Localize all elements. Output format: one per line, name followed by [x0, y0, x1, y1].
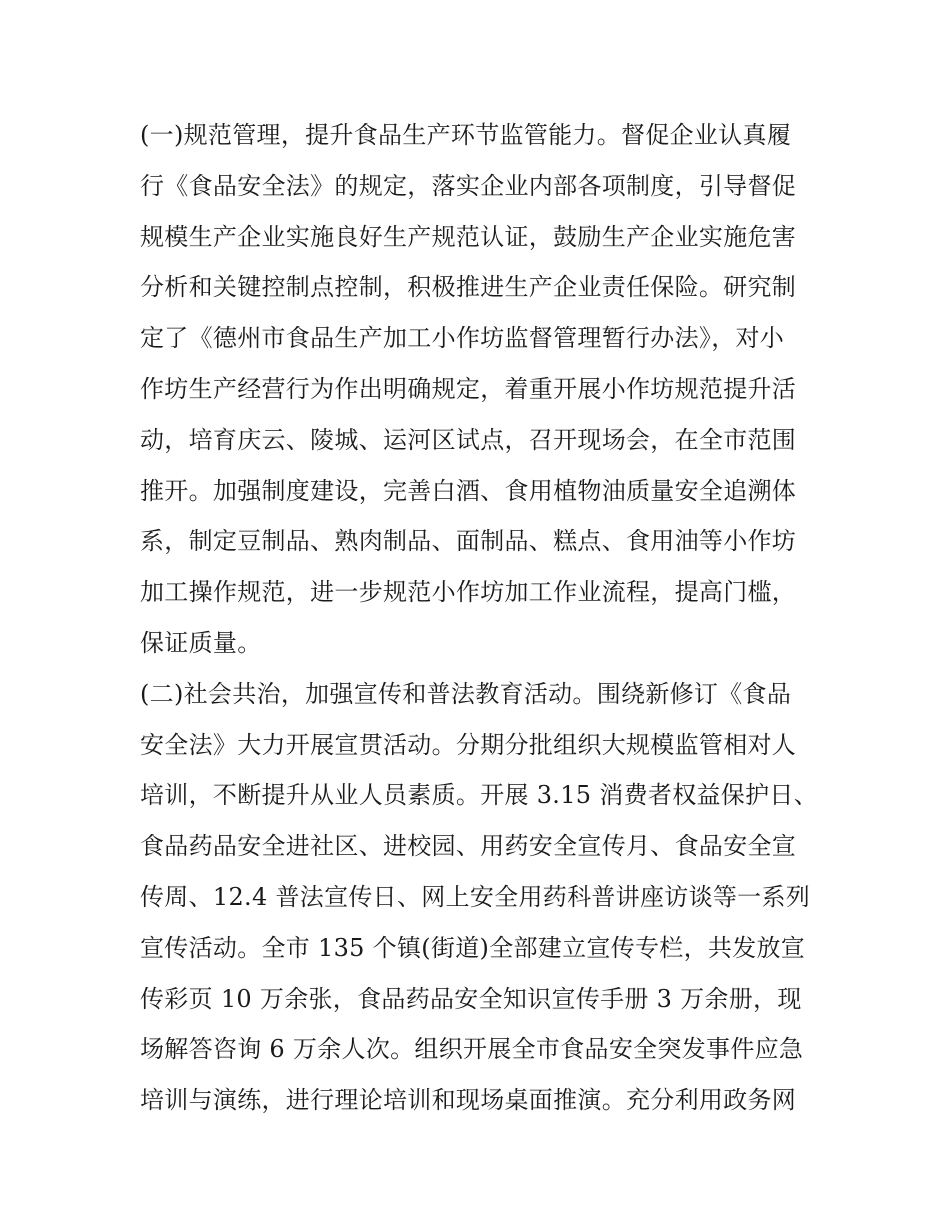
text-line: 动，培育庆云、陵城、运河区试点，召开现场会，在全市范围 — [140, 425, 797, 454]
text-line: 宣传活动。全市 135 个镇(街道)全部建立宣传专栏，共发放宣 — [140, 933, 806, 962]
text-line: 作坊生产经营行为作出明确规定，着重开展小作坊规范提升活 — [140, 374, 797, 403]
text-line: 保证质量。 — [140, 628, 262, 657]
text-line: 场解答咨询 6 万余人次。组织开展全市食品安全突发事件应急 — [140, 1035, 804, 1064]
text-line: 培训与演练，进行理论培训和现场桌面推演。充分利用政务网 — [140, 1086, 797, 1115]
text-line: 系，制定豆制品、熟肉制品、面制品、糕点、食用油等小作坊 — [140, 527, 797, 556]
text-line: 传彩页 10 万余张，食品药品安全知识宣传手册 3 万余册，现 — [140, 984, 802, 1013]
text-line: 培训，不断提升从业人员素质。开展 3.15 消费者权益保护日、 — [140, 781, 818, 810]
text-line: 推开。加强制度建设，完善白酒、食用植物油质量安全追溯体 — [140, 476, 797, 505]
text-line: 安全法》大力开展宣贯活动。分期分批组织大规模监管相对人 — [140, 730, 797, 759]
text-line: 定了《德州市食品生产加工小作坊监督管理暂行办法》，对小 — [140, 324, 785, 353]
document-body — [140, 110, 820, 1126]
text-line: 传周、12.4 普法宣传日、网上安全用药科普讲座访谈等一系列 — [140, 882, 811, 911]
paragraph-standardized-management — [140, 110, 820, 669]
paragraph-social-co-governance — [140, 669, 820, 1126]
text-line: 食品药品安全进社区、进校园、用药安全宣传月、食品安全宣 — [140, 832, 797, 861]
text-line: (二)社会共治，加强宣传和普法教育活动。围绕新修订《食品 — [140, 679, 792, 708]
text-line: 加工操作规范，进一步规范小作坊加工作业流程，提高门槛， — [140, 578, 797, 607]
text-line: 规模生产企业实施良好生产规范认证，鼓励生产企业实施危害 — [140, 222, 797, 251]
text-line: 分析和关键控制点控制，积极推进生产企业责任保险。研究制 — [140, 273, 797, 302]
text-line: 行《食品安全法》的规定，落实企业内部各项制度，引导督促 — [140, 171, 797, 200]
text-line: (一)规范管理，提升食品生产环节监管能力。督促企业认真履 — [140, 121, 792, 149]
